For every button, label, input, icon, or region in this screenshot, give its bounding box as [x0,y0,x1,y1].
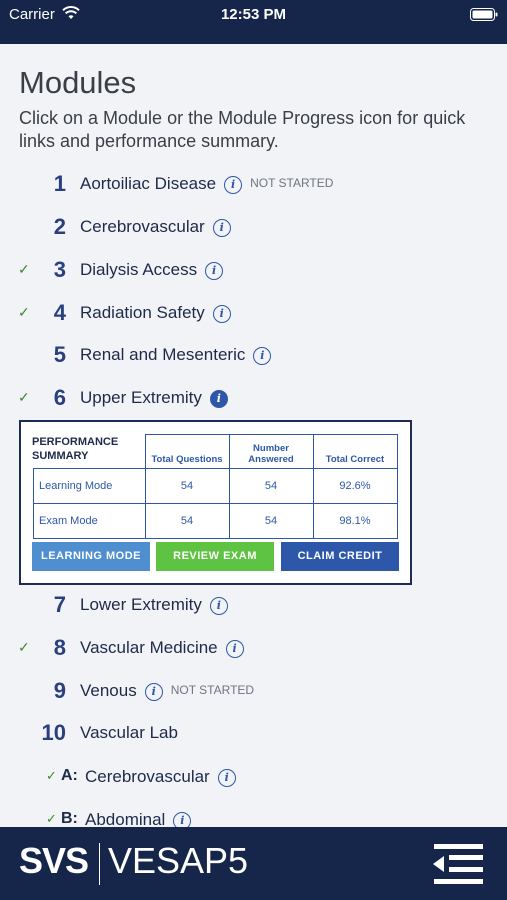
submodule-name: Cerebrovascular i [85,767,236,787]
check-icon: ✓ [18,261,30,277]
info-icon[interactable]: i [226,640,244,658]
info-icon[interactable]: i [210,597,228,615]
module-number: 3 [53,257,66,282]
module-number: 1 [53,171,66,196]
performance-summary-title: PERFORMANCE SUMMARY [32,436,119,462]
module-name: Renal and Mesenteric i [80,345,271,365]
row-label: Learning Mode [34,469,146,504]
module-row-8[interactable] [0,635,507,665]
check-icon: ✓ [46,768,57,783]
cell-correct: 92.6% [313,469,397,504]
module-number: 2 [53,214,66,239]
module-number: 6 [53,385,66,410]
module-name: Vascular Medicine i [80,638,244,658]
module-name: Venous i NOT STARTED [80,681,255,700]
cell-total: 54 [145,504,229,539]
performance-summary-panel [19,420,412,585]
module-row-10[interactable] [0,720,507,750]
info-icon[interactable]: i [213,305,231,323]
submodule-name: Abdominal i [85,810,191,827]
check-icon: ✓ [46,811,57,826]
status-time: 12:53 PM [220,6,287,23]
check-icon: ✓ [18,639,30,655]
col-total-questions: Total Questions [145,435,229,469]
module-name: Vascular Lab [80,723,178,742]
learning-mode-button[interactable]: LEARNING MODE [32,542,150,571]
info-icon[interactable]: i [210,390,228,408]
submodule-row-a[interactable] [0,765,507,791]
check-icon: ✓ [18,304,30,320]
module-row-6[interactable] [0,385,507,415]
vesap-logo: VESAP5 [108,840,249,881]
info-icon[interactable]: i [205,262,223,280]
battery-icon [470,8,498,21]
module-name: Upper Extremity i [80,388,228,408]
logo-divider [99,843,100,885]
check-icon: ✓ [18,389,30,405]
row-label: Exam Mode [34,504,146,539]
claim-credit-button[interactable]: CLAIM CREDIT [281,542,399,571]
col-number-answered: Number Answered [229,435,313,469]
cell-answered: 54 [229,504,313,539]
module-row-9[interactable] [0,678,507,708]
module-row-2[interactable] [0,214,507,244]
modules-content[interactable] [0,44,507,827]
menu-icon[interactable] [431,843,485,885]
info-icon[interactable]: i [213,219,231,237]
info-icon[interactable]: i [253,347,271,365]
table-row [34,504,398,539]
module-row-7[interactable] [0,592,507,622]
module-name: Aortoiliac Disease i NOT STARTED [80,174,334,193]
module-number: 9 [53,678,66,703]
module-number: 7 [53,592,66,617]
carrier-label: Carrier [9,6,55,23]
module-row-1[interactable] [0,171,507,201]
status-bar [0,0,507,44]
submodule-letter: B: [61,810,78,827]
svs-logo: SVS [19,840,89,881]
review-exam-button[interactable]: REVIEW EXAM [156,542,274,571]
cell-total: 54 [145,469,229,504]
info-icon[interactable]: i [218,769,236,787]
module-status: NOT STARTED [250,176,334,190]
page-title: Modules [19,65,137,100]
module-name: Cerebrovascular i [80,217,231,237]
module-number: 4 [53,300,66,325]
page-subtitle: Click on a Module or the Module Progress icon for quick links and performance summary. [19,108,466,151]
module-name: Radiation Safety i [80,303,231,323]
module-number: 8 [53,635,66,660]
module-row-5[interactable] [0,342,507,372]
module-name: Lower Extremity i [80,595,228,615]
module-status: NOT STARTED [170,683,255,697]
module-name: Dialysis Access i [80,260,223,280]
info-icon[interactable]: i [224,176,242,194]
cell-answered: 54 [229,469,313,504]
module-row-4[interactable] [0,300,507,330]
info-icon[interactable]: i [145,683,163,701]
col-total-correct: Total Correct [313,435,397,469]
module-row-3[interactable] [0,257,507,287]
module-number: 5 [53,342,66,367]
module-number: 10 [41,720,66,745]
submodule-row-b[interactable] [0,808,507,827]
submodule-letter: A: [61,767,78,784]
cell-correct: 98.1% [313,504,397,539]
footer-bar [0,827,507,900]
info-icon[interactable]: i [173,812,191,827]
table-row [34,469,398,504]
